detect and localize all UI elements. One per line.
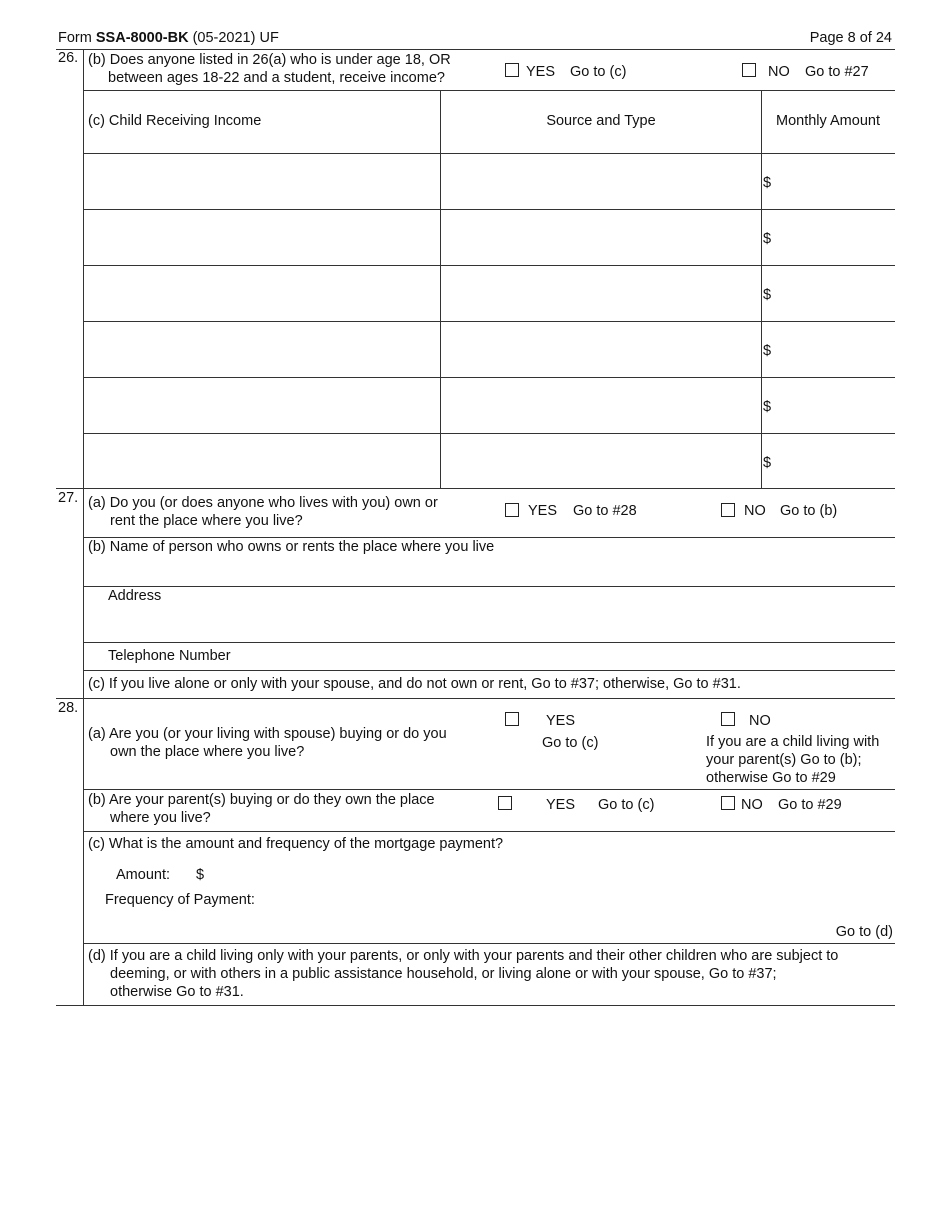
- frequency-label: Frequency of Payment:: [105, 892, 255, 908]
- monthly-amount-input[interactable]: [775, 211, 893, 263]
- q28-c-goto: Go to (d): [835, 924, 893, 940]
- form-identifier: [58, 29, 279, 47]
- q28-a-line2: own the place where you live?: [110, 744, 305, 760]
- col-amount-header: Monthly Amount: [776, 113, 880, 129]
- table-row-rule: [83, 209, 895, 210]
- q27-rule: [83, 670, 895, 671]
- monthly-amount-input[interactable]: [775, 323, 893, 375]
- q28-a-yes-label: YES: [546, 713, 576, 729]
- table-row-rule: [83, 433, 895, 434]
- q28-a-no-line1: If you are a child living with: [706, 734, 880, 750]
- currency-symbol: $: [763, 175, 772, 191]
- source-type-input[interactable]: [442, 323, 759, 375]
- child-name-input[interactable]: [85, 323, 438, 375]
- child-name-input[interactable]: [85, 435, 438, 486]
- q28-b-line2: where you live?: [110, 810, 211, 826]
- q26-no-goto: Go to #27: [805, 64, 869, 80]
- q27-yes-goto: Go to #28: [573, 503, 637, 519]
- address-input[interactable]: [86, 607, 892, 641]
- q28-a-no-line2: your parent(s) Go to (b);: [706, 752, 862, 768]
- mortgage-amount-input[interactable]: [208, 864, 508, 886]
- address-label: Address: [108, 588, 162, 604]
- monthly-amount-input[interactable]: [775, 155, 893, 207]
- currency-symbol: $: [763, 287, 772, 303]
- section-rule-28: [56, 698, 895, 699]
- form-bottom-rule: [56, 1005, 895, 1006]
- q26-b-line2: between ages 18-22 and a student, receive income?: [108, 70, 445, 86]
- q26-number: 26.: [58, 50, 79, 66]
- col-source-header: Source and Type: [546, 113, 656, 129]
- q28-b-yes-label: YES: [546, 797, 576, 813]
- table-row-rule: [83, 265, 895, 266]
- section-rule-27: [56, 488, 895, 489]
- q27-rule: [83, 642, 895, 643]
- monthly-amount-input[interactable]: [775, 435, 893, 486]
- table-col-divider-2: [761, 90, 762, 488]
- form-prefix: Form: [58, 30, 92, 46]
- q28-rule: [83, 943, 895, 944]
- child-name-input[interactable]: [85, 155, 438, 207]
- page-number: Page 8 of 24: [809, 30, 892, 46]
- source-type-input[interactable]: [442, 379, 759, 431]
- currency-symbol: $: [763, 455, 772, 471]
- q27-no-checkbox[interactable]: [721, 503, 735, 517]
- source-type-input[interactable]: [442, 267, 759, 319]
- q28-a-no-label: NO: [749, 713, 771, 729]
- q28-b-question: [88, 791, 488, 827]
- q28-b-yes-goto: Go to (c): [598, 797, 655, 813]
- monthly-amount-input[interactable]: [775, 379, 893, 431]
- currency-symbol: $: [763, 343, 772, 359]
- table-top-rule: [83, 90, 895, 91]
- q28-a-no-checkbox[interactable]: [721, 712, 735, 726]
- q28-c-question: (c) What is the amount and frequency of the mortgage payment?: [88, 836, 504, 852]
- table-col-divider-1: [440, 90, 441, 488]
- header-rule: [56, 49, 895, 50]
- form-number: SSA-8000-BK: [95, 30, 189, 46]
- q26-b-line1: (b) Does anyone listed in 26(a) who is under age 18, OR: [88, 52, 451, 68]
- child-name-input[interactable]: [85, 379, 438, 431]
- currency-symbol: $: [763, 399, 772, 415]
- q26-yes-label: YES: [526, 64, 556, 80]
- telephone-label: Telephone Number: [108, 648, 231, 664]
- q26-yes-checkbox[interactable]: [505, 63, 519, 77]
- monthly-amount-input[interactable]: [775, 267, 893, 319]
- table-row-rule: [83, 153, 895, 154]
- amount-label: Amount:: [116, 867, 170, 883]
- q28-a-yes-goto: Go to (c): [542, 735, 599, 751]
- table-row-rule: [83, 321, 895, 322]
- q26-yes-goto: Go to (c): [570, 64, 627, 80]
- q27-yes-label: YES: [528, 503, 558, 519]
- source-type-input[interactable]: [442, 155, 759, 207]
- q28-d-line2: deeming, or with others in a public assistance household, or living alone or with your spouse, Go to #37;: [110, 966, 777, 982]
- amount-currency: $: [196, 867, 205, 883]
- q27-a-line2: rent the place where you live?: [110, 513, 303, 529]
- q28-rule: [83, 789, 895, 790]
- question-number-divider: [83, 49, 84, 1006]
- payment-frequency-input[interactable]: [268, 889, 668, 911]
- q28-number: 28.: [58, 700, 79, 716]
- q27-a-line1: (a) Do you (or does anyone who lives with you) own or: [88, 495, 438, 511]
- currency-symbol: $: [763, 231, 772, 247]
- form-revision: (05-2021) UF: [192, 30, 279, 46]
- q26-no-label: NO: [768, 64, 790, 80]
- q27-no-label: NO: [744, 503, 766, 519]
- col-child-header: (c) Child Receiving Income: [88, 113, 262, 129]
- q28-d-line1: (d) If you are a child living only with your parents, or only with your parents and their other children who are subject to: [88, 948, 839, 964]
- q27-a-question: [88, 494, 488, 530]
- q27-yes-checkbox[interactable]: [505, 503, 519, 517]
- q27-b-label: (b) Name of person who owns or rents the place where you live: [88, 539, 495, 555]
- source-type-input[interactable]: [442, 211, 759, 263]
- q28-b-line1: (b) Are your parent(s) buying or do they own the place: [88, 792, 435, 808]
- q28-b-no-goto: Go to #29: [778, 797, 842, 813]
- q27-rule: [83, 586, 895, 587]
- q28-a-question: [88, 725, 488, 761]
- q28-a-line1: (a) Are you (or your living with spouse) buying or do you: [88, 726, 447, 742]
- child-name-input[interactable]: [85, 211, 438, 263]
- q27-c-instruction: (c) If you live alone or only with your spouse, and do not own or rent, Go to #37; otherwise, Go to #31.: [88, 676, 741, 692]
- q28-a-no-line3: otherwise Go to #29: [706, 770, 836, 786]
- table-row-rule: [83, 377, 895, 378]
- q28-b-no-checkbox[interactable]: [721, 796, 735, 810]
- child-name-input[interactable]: [85, 267, 438, 319]
- q28-rule: [83, 831, 895, 832]
- q28-b-no-label: NO: [741, 797, 763, 813]
- q27-number: 27.: [58, 490, 79, 506]
- q26-b-question: [88, 51, 488, 87]
- q28-b-yes-checkbox[interactable]: [498, 796, 512, 810]
- q28-d-line3: otherwise Go to #31.: [110, 984, 244, 1000]
- q28-a-no-instruction: [706, 733, 895, 787]
- q28-d-instruction: [88, 947, 893, 1001]
- q28-a-yes-checkbox[interactable]: [505, 712, 519, 726]
- q27-no-goto: Go to (b): [780, 503, 838, 519]
- owner-name-input[interactable]: [86, 558, 892, 585]
- q26-no-checkbox[interactable]: [742, 63, 756, 77]
- telephone-input[interactable]: [250, 644, 890, 668]
- source-type-input[interactable]: [442, 435, 759, 486]
